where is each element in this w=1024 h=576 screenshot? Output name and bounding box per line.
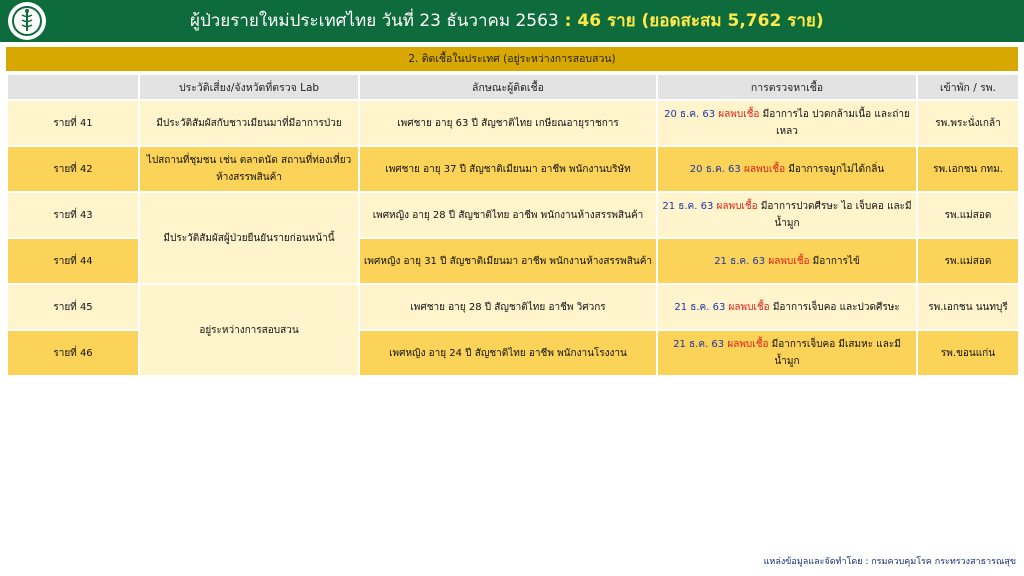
patient-profile: เพศหญิง อายุ 28 ปี สัญชาติไทย อาชีพ พนักงานห้างสรรพสินค้า (360, 193, 656, 237)
page-title (190, 0, 824, 42)
case-number: รายที่ 41 (8, 101, 138, 145)
test-date: 20 ธ.ค. 63 (664, 109, 716, 120)
col-header-case (8, 75, 138, 99)
title-date: ผู้ป่วยรายใหม่ประเทศไทย วันที่ 23 ธันวาคม 2563 (190, 11, 559, 31)
risk-history: ไปสถานที่ชุมชน เช่น ตลาดนัด สถานที่ท่องเที่ยว ห้างสรรพสินค้า (140, 147, 358, 191)
test-result (658, 331, 916, 375)
test-result (658, 285, 916, 329)
table-row (8, 147, 1018, 191)
risk-history: มีประวัติสัมผัสกับชาวเมียนมาที่มีอาการป่วย (140, 101, 358, 145)
case-number: รายที่ 45 (8, 285, 138, 329)
positive-label: ผลพบเชื้อ (727, 339, 769, 350)
test-result (658, 101, 916, 145)
test-date: 21 ธ.ค. 63 (673, 339, 725, 350)
positive-label: ผลพบเชื้อ (728, 301, 770, 313)
section-title: 2. ติดเชื้อในประเทศ (อยู่ระหว่างการสอบสวน) (6, 47, 1018, 71)
moph-emblem-icon (8, 2, 46, 40)
patient-profile: เพศชาย อายุ 28 ปี สัญชาติไทย อาชีพ วิศวกร (360, 285, 656, 329)
symptoms: มีอาการจมูกไม่ได้กลิ่น (785, 163, 885, 175)
col-header-hospital: เข้าพัก / รพ. (918, 75, 1018, 99)
hospital: รพ.เอกชน นนทบุรี (918, 285, 1018, 329)
positive-label: ผลพบเชื้อ (743, 163, 786, 175)
case-number: รายที่ 43 (8, 193, 138, 237)
title-case-count: : 46 ราย (ยอดสะสม 5,762 ราย) (558, 11, 824, 31)
test-date: 21 ธ.ค. 63 (714, 255, 766, 267)
source-footer: แหล่งข้อมูลและจัดทำโดย : กรมควบคุมโรค กระทรวงสาธารณสุข (763, 557, 1016, 567)
symptoms: มีอาการไอ ปวดกล้ามเนื้อ และถ่ายเหลว (759, 109, 910, 137)
test-date: 21 ธ.ค. 63 (674, 301, 726, 313)
symptoms: มีอาการเจ็บคอ และปวดศีรษะ (769, 301, 900, 313)
test-date: 21 ธ.ค. 63 (662, 201, 714, 212)
patient-profile: เพศชาย อายุ 37 ปี สัญชาติเมียนมา อาชีพ พนักงานบริษัท (360, 147, 656, 191)
table-row (8, 285, 1018, 329)
test-result (658, 193, 916, 237)
test-result (658, 239, 916, 283)
cases-table (6, 73, 1020, 377)
case-number: รายที่ 42 (8, 147, 138, 191)
table-row (8, 101, 1018, 145)
hospital: รพ.แม่สอด (918, 193, 1018, 237)
col-header-test: การตรวจหาเชื้อ (658, 75, 916, 99)
risk-history: มีประวัติสัมผัสผู้ป่วยยืนยันรายก่อนหน้านี้ (140, 193, 358, 283)
hospital: รพ.พระนั่งเกล้า (918, 101, 1018, 145)
table-header-row (8, 75, 1018, 99)
header-bar (0, 0, 1024, 42)
risk-history: อยู่ระหว่างการสอบสวน (140, 285, 358, 375)
col-header-risk: ประวัติเสี่ยง/จังหวัดที่ตรวจ Lab (140, 75, 358, 99)
col-header-profile: ลักษณะผู้ติดเชื้อ (360, 75, 656, 99)
positive-label: ผลพบเชื้อ (768, 255, 810, 267)
positive-label: ผลพบเชื้อ (716, 201, 758, 212)
case-number: รายที่ 46 (8, 331, 138, 375)
patient-profile: เพศหญิง อายุ 31 ปี สัญชาติเมียนมา อาชีพ พนักงานห้างสรรพสินค้า (360, 239, 656, 283)
hospital: รพ.เอกชน กทม. (918, 147, 1018, 191)
patient-profile: เพศหญิง อายุ 24 ปี สัญชาติไทย อาชีพ พนักงานโรงงาน (360, 331, 656, 375)
symptoms: มีอาการเจ็บคอ มีเสมหะ และมีน้ำมูก (768, 339, 901, 367)
hospital: รพ.แม่สอด (918, 239, 1018, 283)
case-number: รายที่ 44 (8, 239, 138, 283)
symptoms: มีอาการปวดศีรษะ ไอ เจ็บคอ และมีน้ำมูก (757, 201, 912, 229)
test-result (658, 147, 916, 191)
symptoms: มีอาการไข้ (809, 255, 860, 267)
table-row (8, 193, 1018, 237)
test-date: 20 ธ.ค. 63 (689, 163, 741, 175)
patient-profile: เพศชาย อายุ 63 ปี สัญชาติไทย เกษียณอายุราชการ (360, 101, 656, 145)
positive-label: ผลพบเชื้อ (718, 109, 760, 120)
hospital: รพ.ขอนแก่น (918, 331, 1018, 375)
